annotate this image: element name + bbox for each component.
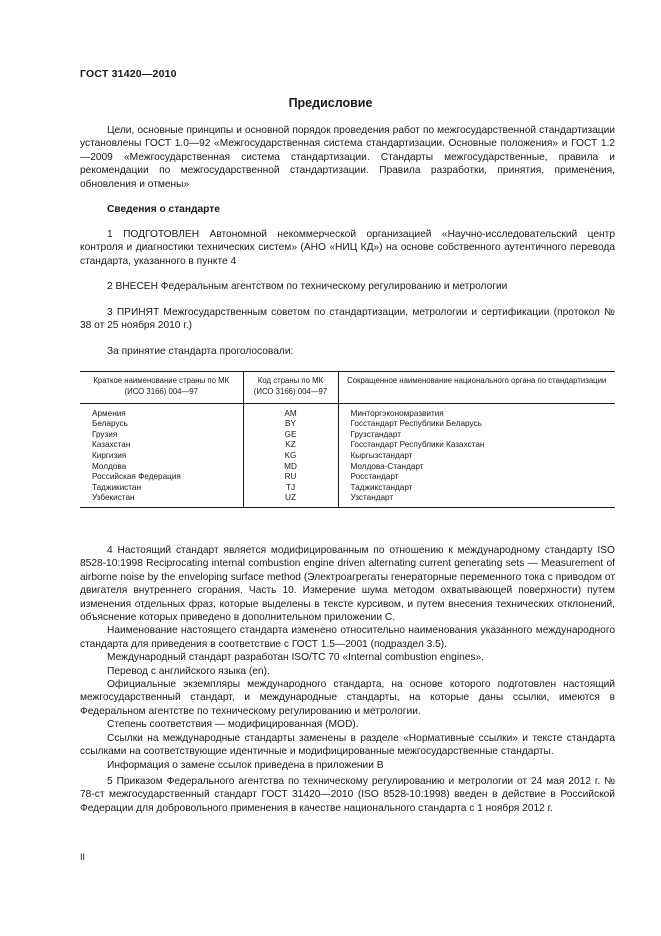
- code-cell: KZ: [243, 440, 338, 451]
- table-row: [80, 483, 615, 494]
- country-cell: Армения: [92, 408, 126, 418]
- item-4-section: [80, 544, 615, 772]
- body-cell: Кыргызстандарт: [338, 451, 615, 462]
- code-cell: RU: [243, 472, 338, 483]
- body-cell: Узстандарт: [338, 493, 615, 507]
- info-heading: Сведения о стандарте: [107, 204, 220, 215]
- item-5-paragraph: 5 Приказом Федерального агентства по техническому регулированию и метрологии от 24 мая 2012 г. № 78-ст межгосударственный стандарт ГОСТ 31420—2010 (ISO 8528-10:1998) введен в действие в Российской Федерации для добровольного применения в качестве национального стандарта с 1 ноября 2012 г.: [80, 776, 615, 814]
- code-cell: TJ: [243, 483, 338, 494]
- code-cell: BY: [243, 419, 338, 430]
- item-4-translation: Перевод с английского языка (en).: [107, 665, 270, 677]
- code-cell: AM: [243, 403, 338, 419]
- table-row: [80, 462, 615, 473]
- body-cell: Росстандарт: [338, 472, 615, 483]
- item-1-paragraph: 1 ПОДГОТОВЛЕН Автономной некоммерческой организацией «Научно-исследовательский центр контроля и диагностики технических систем» (АНО «НИЦ КД») на основе собственного аутентичного перевода стандарта, указанного в пункте 4: [80, 229, 615, 267]
- document-header: ГОСТ 31420—2010: [80, 68, 177, 80]
- country-cell: Беларусь: [92, 419, 128, 429]
- voting-table: [80, 371, 615, 508]
- country-cell: Казахстан: [92, 440, 131, 450]
- table-row: [80, 440, 615, 451]
- country-cell: Грузия: [92, 429, 118, 439]
- body-cell: Молдова-Стандарт: [338, 462, 615, 473]
- country-cell: Молдова: [92, 461, 127, 471]
- body-cell: Грузстандарт: [338, 430, 615, 441]
- column-header-body: Сокращенное наименование национального органа по стандартизации: [338, 372, 615, 404]
- table-row: [80, 472, 615, 483]
- item-4-replacement-info: Информация о замене ссылок приведена в приложении В: [107, 759, 384, 771]
- voted-intro: За принятие стандарта проголосовали:: [107, 346, 294, 357]
- body-cell: Таджикстандарт: [338, 483, 615, 494]
- body-cell: Госстандарт Республики Беларусь: [338, 419, 615, 430]
- item-4-paragraph: 4 Настоящий стандарт является модифицированным по отношению к международному стандарту ISO 8528-10:1998 Reciprocating internal combustion engine driven alternating current generating sets — Measurement of airborne noise by the enveloping surface method (Электроагрегаты генераторные переменного тока с приводом от двигателя внутреннего сгорания. Часть 10. Измерение шума методом охватывающей поверхности) путем изменения отдельных фраз, которые выделены в тексте курсивом, и путем внесения технических отклонений, объяснение которых приведено в дополнительном приложении С.: [80, 545, 615, 624]
- item-2-paragraph: 2 ВНЕСЕН Федеральным агентством по техническому регулированию и метрологии: [107, 281, 508, 292]
- country-cell: Киргизия: [92, 450, 127, 460]
- column-header-country: Краткое наименование страны по МК (ИСО 3166) 004—97: [80, 372, 243, 404]
- item-3-paragraph: 3 ПРИНЯТ Межгосударственным советом по стандартизации, метрологии и сертификации (протокол № 38 от 25 ноября 2010 г.): [80, 307, 615, 332]
- country-cell: Таджикистан: [92, 482, 141, 492]
- page-title: Предисловие: [288, 96, 373, 110]
- page-number: II: [80, 852, 86, 862]
- column-header-code: Код страны по МК (ИСО 3166) 004—97: [243, 372, 338, 404]
- country-cell: Узбекистан: [80, 493, 243, 507]
- item-4-official-copies: Официальные экземпляры международного стандарта, на основе которого подготовлен настоящий межгосударственный стандарт, и международные стандарты, на которые даны ссылки, имеются в Федеральном агентстве по техническому регулированию и метрологии.: [80, 679, 615, 717]
- table-row: [80, 493, 615, 507]
- table-row: [80, 451, 615, 462]
- item-4-degree: Степень соответствия — модифицированная (MOD).: [107, 719, 359, 731]
- table-row: [80, 403, 615, 419]
- intro-paragraph: Цели, основные принципы и основной порядок проведения работ по межгосударственной стандартизации установлены ГОСТ 1.0—92 «Межгосударственная система стандартизации. Основные положения» и ГОСТ 1.2—2009 «Межгосударственная система стандартизации. Стандарты межгосударственные, правила и рекомендации по межгосударственной стандартизации. Правила разработки, принятия, применения, обновления и отмены»: [80, 125, 615, 190]
- code-cell: KG: [243, 451, 338, 462]
- body-cell: Минторгэкономразвития: [338, 403, 615, 419]
- code-cell: GE: [243, 430, 338, 441]
- body-cell: Госстандарт Республики Казахстан: [338, 440, 615, 451]
- code-cell: MD: [243, 462, 338, 473]
- item-4-name-change: Наименование настоящего стандарта изменено относительно наименования указанного международного стандарта для приведения в соответствие с ГОСТ 1.5—2001 (подраздел 3.5).: [80, 625, 615, 650]
- country-cell: Российская Федерация: [92, 472, 181, 482]
- table-row: [80, 419, 615, 430]
- item-4-developer: Международный стандарт разработан ISO/TC 70 «Internal combustion engines».: [107, 652, 485, 664]
- table-row: [80, 430, 615, 441]
- table-header-row: [80, 372, 615, 404]
- item-4-references: Ссылки на международные стандарты заменены в разделе «Нормативные ссылки» и тексте стандарта ссылками на соответствующие идентичные и модифицированные межгосударственные стандарты.: [80, 732, 615, 758]
- code-cell: UZ: [243, 493, 338, 507]
